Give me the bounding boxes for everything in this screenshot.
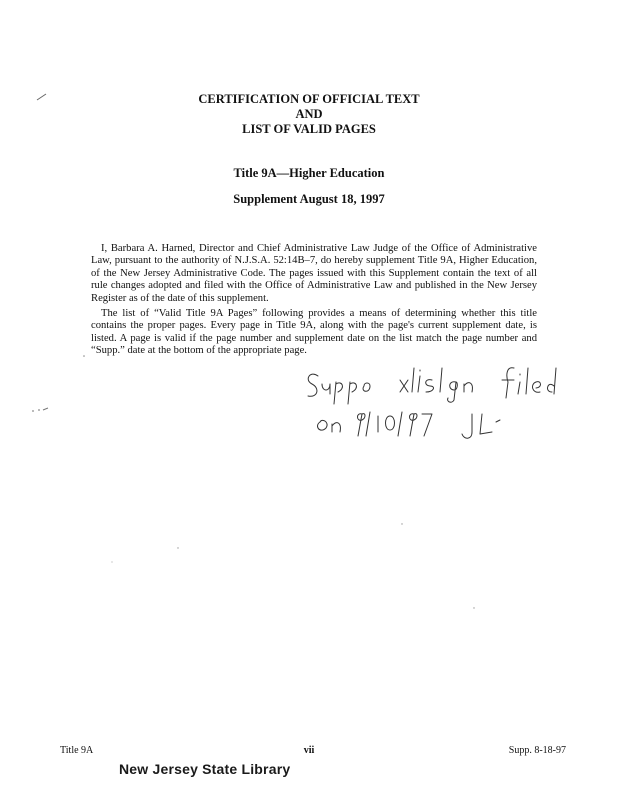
scan-mark-left — [30, 406, 50, 414]
footer-page-number: vii — [303, 745, 315, 756]
valid-pages-paragraph: The list of “Valid Title 9A Pages” following provides a means of determining whether this title contains the proper pages. Every page in Title 9A, along with the page's current supplement date, is listed. A page is valid if the page number and supplement date on the list match the page number and “Supp.” date at the bottom of the appropriate page. — [91, 307, 537, 357]
scan-dot-3 — [400, 522, 404, 526]
footer-supplement-date: Supp. 8-18-97 — [508, 745, 566, 756]
heading-line-3: LIST OF VALID PAGES — [242, 122, 376, 136]
scan-dot-1 — [82, 354, 86, 358]
certification-paragraph: I, Barbara A. Harned, Director and Chief Administrative Law Judge of the Office of Administrative Law, pursuant to the authority of N.J.S.A. 52:14B–7, do hereby supplement Title 9A, Higher Education, of the New Jersey Administrative Code. The pages issued with this Supplement contain the text of all rule changes adopted and filed with the Office of Administrative Law and published in the New Jersey Register as of the date of this supplement. — [91, 242, 537, 304]
heading-line-1: CERTIFICATION OF OFFICIAL TEXT — [198, 92, 420, 106]
scan-dot-4 — [472, 606, 476, 610]
handwritten-note — [300, 362, 600, 462]
library-stamp: New Jersey State Library — [119, 761, 291, 777]
scan-dot-2 — [176, 546, 180, 550]
supplement-heading: Supplement August 18, 1997 — [233, 192, 385, 206]
footer-title: Title 9A — [60, 745, 94, 756]
heading-line-2: AND — [295, 107, 323, 121]
certification-heading — [0, 92, 618, 137]
scan-mark-top-left — [36, 92, 48, 102]
title-heading: Title 9A—Higher Education — [233, 166, 385, 180]
scan-dot-5 — [110, 560, 114, 564]
